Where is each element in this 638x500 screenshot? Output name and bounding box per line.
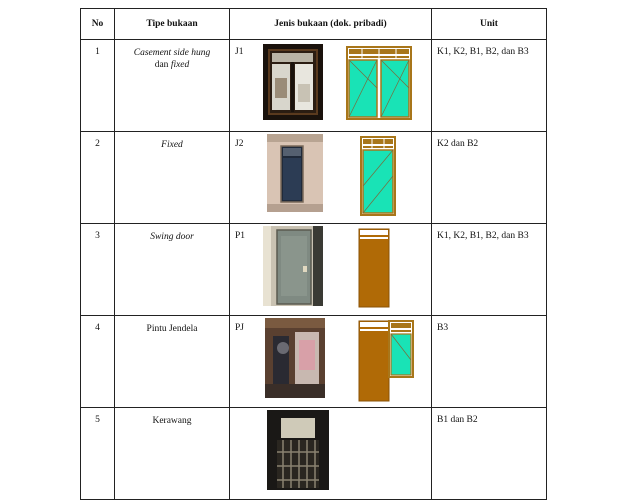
row-number: 1 — [81, 40, 115, 132]
row-unit: K2 dan B2 — [432, 132, 547, 224]
type-name-2: fixed — [170, 60, 190, 70]
window-types-table — [80, 8, 547, 500]
table-row — [81, 132, 547, 224]
table-row — [81, 316, 547, 408]
row-jenis — [230, 408, 432, 500]
table-row — [81, 224, 547, 316]
opening-code: J2 — [235, 139, 244, 149]
window-photo-icon — [263, 44, 323, 120]
row-number: 4 — [81, 316, 115, 408]
row-jenis — [230, 40, 432, 132]
type-name: Casement side hung — [133, 48, 211, 58]
row-number: 5 — [81, 408, 115, 500]
row-type — [115, 132, 230, 224]
door-photo-icon — [263, 226, 323, 306]
row-type — [115, 316, 230, 408]
row-type — [115, 408, 230, 500]
door-drawing-icon — [358, 228, 390, 308]
window-photo-icon — [267, 134, 323, 212]
row-type — [115, 224, 230, 316]
type-name: Pintu Jendela — [146, 324, 198, 334]
row-unit: B1 dan B2 — [432, 408, 547, 500]
row-unit: K1, K2, B1, B2, dan B3 — [432, 224, 547, 316]
vent-photo-icon — [267, 410, 329, 490]
door-photo-icon — [265, 318, 325, 398]
table-row — [81, 408, 547, 500]
row-jenis — [230, 224, 432, 316]
header-unit: Unit — [432, 9, 547, 40]
type-name: Fixed — [161, 140, 183, 150]
type-name: Swing door — [150, 232, 194, 242]
header-tipe: Tipe bukaan — [115, 9, 230, 40]
type-name: Kerawang — [152, 416, 192, 426]
opening-code: PJ — [235, 323, 244, 333]
opening-code: P1 — [235, 231, 246, 241]
row-jenis — [230, 316, 432, 408]
door-drawing-icon — [358, 320, 414, 402]
row-number: 2 — [81, 132, 115, 224]
window-drawing-icon — [360, 136, 396, 216]
type-connector: dan — [154, 60, 171, 70]
row-unit: K1, K2, B1, B2, dan B3 — [432, 40, 547, 132]
header-no: No — [81, 9, 115, 40]
row-unit: B3 — [432, 316, 547, 408]
header-row — [81, 9, 547, 40]
row-jenis — [230, 132, 432, 224]
opening-code: J1 — [235, 47, 244, 57]
table-row — [81, 40, 547, 132]
header-jenis: Jenis bukaan (dok. pribadi) — [230, 9, 432, 40]
window-drawing-icon — [346, 46, 412, 120]
row-number: 3 — [81, 224, 115, 316]
row-type — [115, 40, 230, 132]
